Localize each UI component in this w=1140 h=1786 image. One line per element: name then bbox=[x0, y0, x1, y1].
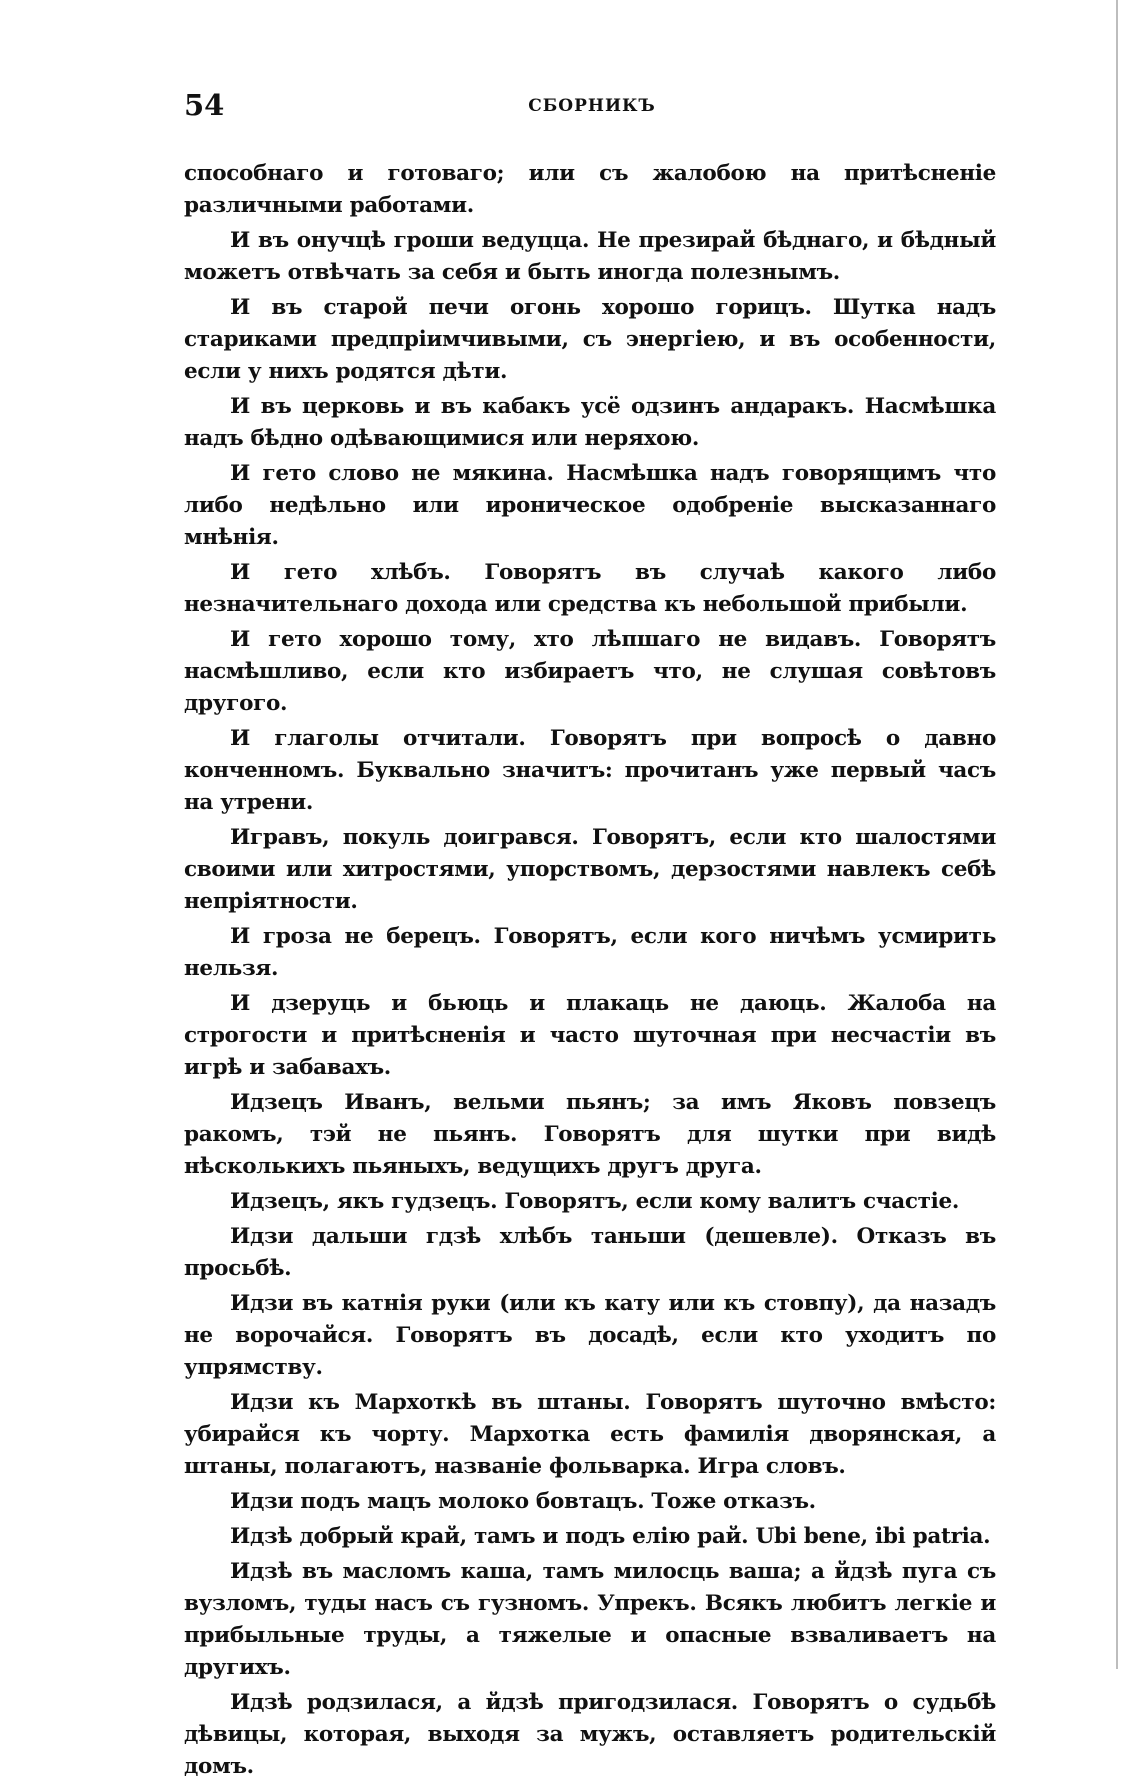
paragraph: Игравъ, покуль доигрався. Говорятъ, если кто шалостями своими или хитростями, упорствомъ, дерзостями навлекъ себѣ непріятности. bbox=[184, 825, 996, 914]
paragraph: И гето хорошо тому, хто лѣпшаго не видавъ. Говорятъ насмѣшливо, если кто избираетъ что, не слушая совѣтовъ другого. bbox=[184, 627, 996, 716]
paragraph: Идзецъ Иванъ, вельми пьянъ; за имъ Яковъ повзецъ ракомъ, тэй не пьянъ. Говорятъ для шутки при видѣ нѣсколькихъ пьяныхъ, ведущихъ другъ друга. bbox=[184, 1090, 996, 1179]
paragraph: И въ старой печи огонь хорошо горицъ. Шутка надъ стариками предпріимчивыми, съ энергіею, и въ особенности, если у нихъ родятся дѣти. bbox=[184, 295, 996, 384]
paragraph: Идзи подъ мацъ молоко бовтацъ. Тоже отказъ. bbox=[230, 1489, 816, 1514]
running-title: СБОРНИКЪ bbox=[528, 96, 656, 116]
paragraph: Идзи въ катнія руки (или къ кату или къ стовпу), да назадъ не ворочайся. Говорятъ въ досадѣ, если кто уходитъ по упрямству. bbox=[184, 1291, 996, 1380]
paragraph: способнаго и готоваго; или съ жалобою на притѣсненіе различными работами. bbox=[184, 161, 996, 218]
running-head bbox=[184, 88, 1000, 128]
paragraph: И въ церковь и въ кабакъ усё одзинъ андаракъ. Насмѣшка надъ бѣдно одѣвающимися или неряхою. bbox=[184, 394, 996, 451]
paragraph: И дзеруць и бьюць и плакаць не даюць. Жалоба на строгости и притѣсненія и часто шуточная при несчастіи въ игрѣ и забавахъ. bbox=[184, 991, 996, 1080]
paragraph: И глаголы отчитали. Говорятъ при вопросѣ о давно конченномъ. Буквально значитъ: прочитанъ уже первый часъ на утрени. bbox=[184, 726, 996, 815]
paragraph: Идзѣ добрый край, тамъ и подъ елію рай. Ubi bene, ibi patria. bbox=[230, 1524, 991, 1549]
paragraph: И въ онучцѣ гроши ведуцца. Не презирай бѣднаго, и бѣдный можетъ отвѣчать за себя и быть иногда полезнымъ. bbox=[184, 228, 996, 285]
paragraph: И гето хлѣбъ. Говорятъ въ случаѣ какого либо незначительнаго дохода или средства къ небольшой прибыли. bbox=[184, 560, 996, 617]
paragraph: Идзи дальши гдзѣ хлѣбъ таньши (дешевле). Отказъ въ просьбѣ. bbox=[184, 1224, 996, 1281]
paragraph: И гроза не берецъ. Говорятъ, если кого ничѣмъ усмирить нельзя. bbox=[184, 924, 996, 981]
paragraph: И гето слово не мякина. Насмѣшка надъ говорящимъ что либо недѣльно или ироническое одобреніе высказаннаго мнѣнія. bbox=[184, 461, 996, 550]
page-number: 54 bbox=[184, 88, 225, 122]
paragraph: Идзѣ родзилася, а йдзѣ пригодзилася. Говорятъ о судьбѣ дѣвицы, которая, выходя за мужъ, оставляетъ родительскій домъ. bbox=[184, 1690, 996, 1779]
paragraph: Идзецъ, якъ гудзецъ. Говорятъ, если кому валитъ счастіе. bbox=[230, 1189, 960, 1214]
body-text bbox=[184, 158, 996, 1786]
scan-edge-line bbox=[1116, 0, 1118, 1669]
paragraph: Идзи къ Мархоткѣ въ штаны. Говорятъ шуточно вмѣсто: убирайся къ чорту. Мархотка есть фамилія дворянская, а штаны, полагаютъ, названіе фольварка. Игра словъ. bbox=[184, 1390, 996, 1479]
paragraph: Идзѣ въ масломъ каша, тамъ милосць ваша; а йдзѣ пуга съ вузломъ, туды насъ съ гузномъ. Упрекъ. Всякъ любитъ легкіе и прибыльные труды, а тяжелые и опасные взваливаетъ на другихъ. bbox=[184, 1559, 996, 1680]
